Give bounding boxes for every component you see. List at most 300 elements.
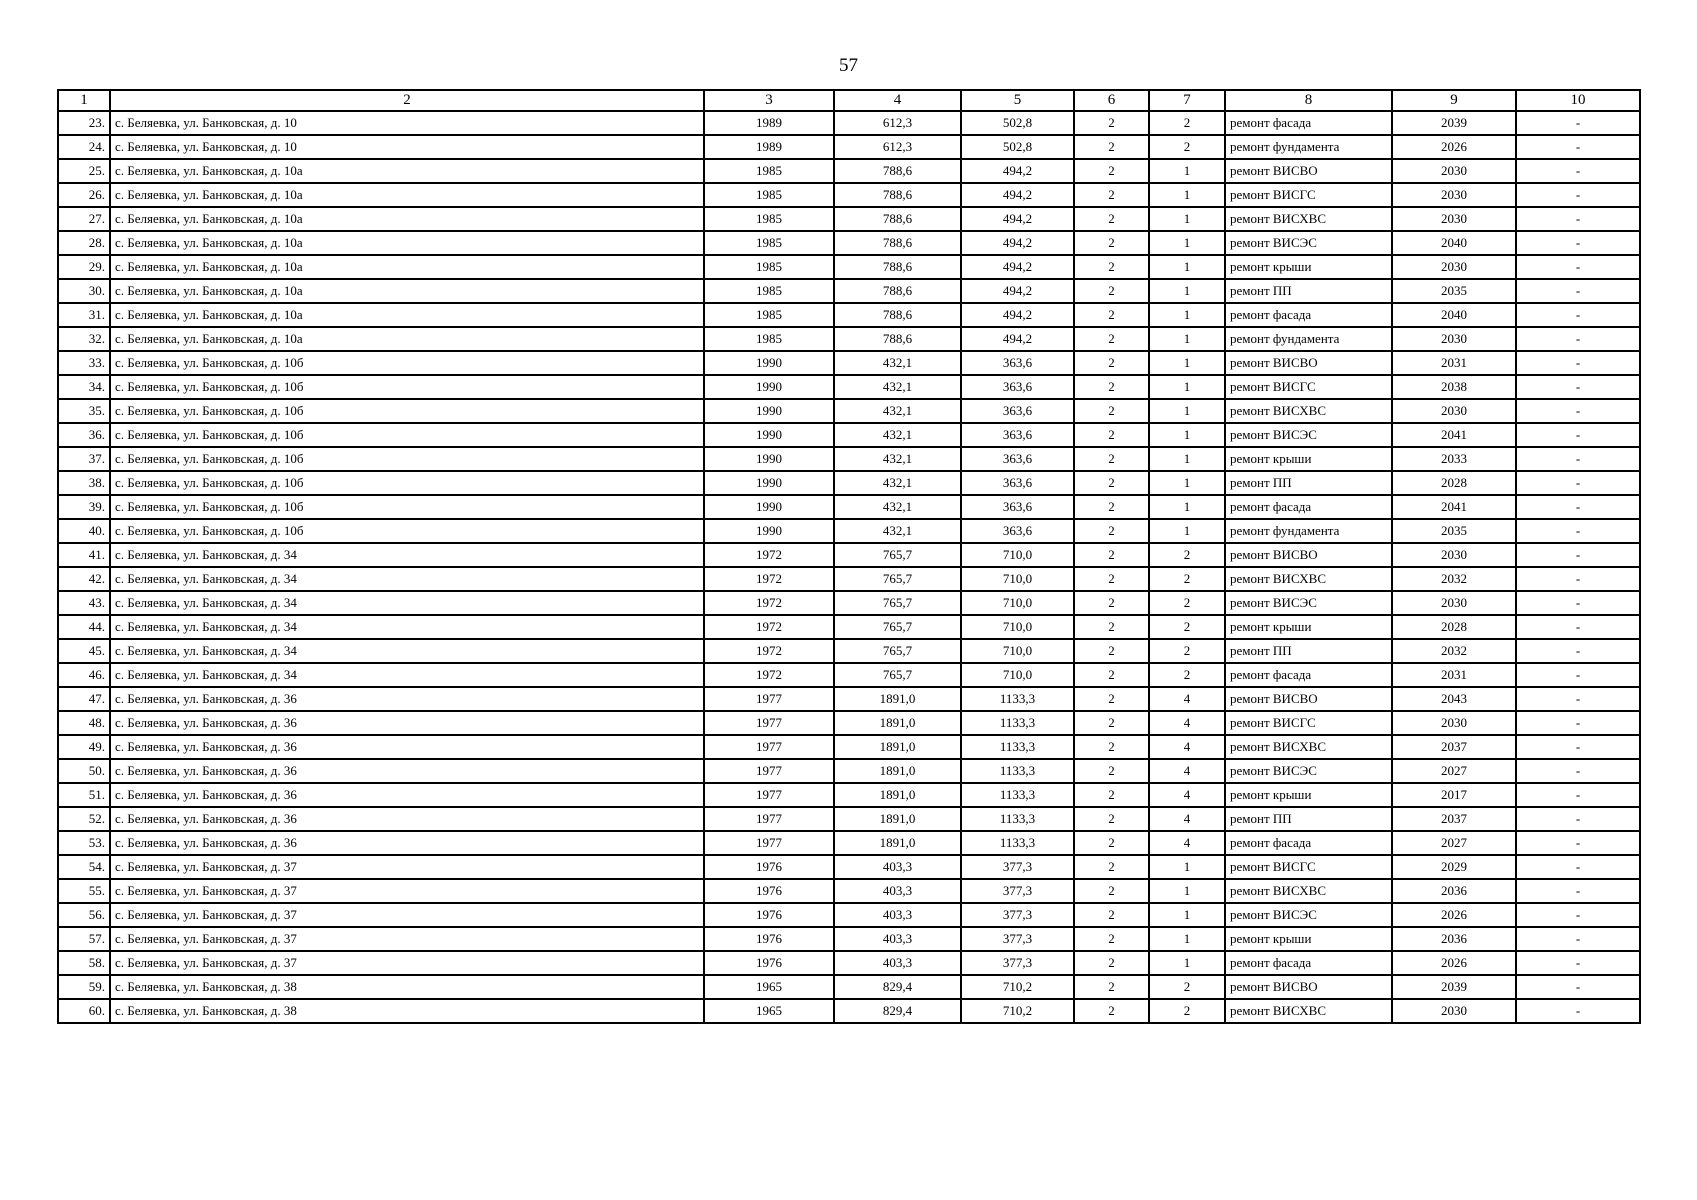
cell-address: с. Беляевка, ул. Банковская, д. 36 xyxy=(110,807,704,831)
header-cell-9: 9 xyxy=(1392,90,1516,111)
cell-planned-year: 2030 xyxy=(1392,543,1516,567)
cell-cost: - xyxy=(1516,135,1640,159)
cell-floors: 2 xyxy=(1074,423,1149,447)
cell-living-area: 710,0 xyxy=(961,567,1074,591)
cell-floors: 2 xyxy=(1074,303,1149,327)
cell-cost: - xyxy=(1516,375,1640,399)
cell-year-built: 1990 xyxy=(704,375,834,399)
table-row xyxy=(58,951,1640,975)
cell-year-built: 1989 xyxy=(704,111,834,135)
cell-row-number: 37. xyxy=(58,447,110,471)
cell-address: с. Беляевка, ул. Банковская, д. 36 xyxy=(110,711,704,735)
cell-row-number: 45. xyxy=(58,639,110,663)
cell-address: с. Беляевка, ул. Банковская, д. 37 xyxy=(110,903,704,927)
cell-entrances: 1 xyxy=(1149,399,1225,423)
cell-work-type: ремонт ВИСЭС xyxy=(1225,231,1392,255)
cell-planned-year: 2029 xyxy=(1392,855,1516,879)
cell-row-number: 52. xyxy=(58,807,110,831)
table-row xyxy=(58,519,1640,543)
cell-row-number: 54. xyxy=(58,855,110,879)
cell-year-built: 1990 xyxy=(704,399,834,423)
cell-work-type: ремонт крыши xyxy=(1225,255,1392,279)
cell-entrances: 1 xyxy=(1149,519,1225,543)
cell-total-area: 788,6 xyxy=(834,207,961,231)
table-row xyxy=(58,591,1640,615)
cell-total-area: 432,1 xyxy=(834,375,961,399)
cell-living-area: 1133,3 xyxy=(961,807,1074,831)
cell-year-built: 1985 xyxy=(704,207,834,231)
cell-row-number: 49. xyxy=(58,735,110,759)
cell-total-area: 1891,0 xyxy=(834,735,961,759)
cell-total-area: 765,7 xyxy=(834,663,961,687)
table-row xyxy=(58,711,1640,735)
cell-row-number: 58. xyxy=(58,951,110,975)
cell-cost: - xyxy=(1516,615,1640,639)
cell-living-area: 1133,3 xyxy=(961,831,1074,855)
cell-planned-year: 2041 xyxy=(1392,495,1516,519)
cell-total-area: 788,6 xyxy=(834,279,961,303)
cell-living-area: 494,2 xyxy=(961,327,1074,351)
cell-floors: 2 xyxy=(1074,399,1149,423)
cell-living-area: 363,6 xyxy=(961,447,1074,471)
cell-cost: - xyxy=(1516,927,1640,951)
cell-year-built: 1990 xyxy=(704,351,834,375)
cell-living-area: 363,6 xyxy=(961,495,1074,519)
cell-year-built: 1990 xyxy=(704,447,834,471)
cell-year-built: 1965 xyxy=(704,999,834,1023)
cell-year-built: 1985 xyxy=(704,279,834,303)
header-cell-1: 1 xyxy=(58,90,110,111)
cell-address: с. Беляевка, ул. Банковская, д. 10б xyxy=(110,447,704,471)
cell-row-number: 47. xyxy=(58,687,110,711)
cell-living-area: 363,6 xyxy=(961,423,1074,447)
table-row xyxy=(58,207,1640,231)
cell-row-number: 55. xyxy=(58,879,110,903)
cell-address: с. Беляевка, ул. Банковская, д. 37 xyxy=(110,879,704,903)
cell-cost: - xyxy=(1516,903,1640,927)
cell-work-type: ремонт фундамента xyxy=(1225,135,1392,159)
cell-total-area: 788,6 xyxy=(834,231,961,255)
cell-planned-year: 2041 xyxy=(1392,423,1516,447)
cell-floors: 2 xyxy=(1074,711,1149,735)
cell-floors: 2 xyxy=(1074,591,1149,615)
cell-work-type: ремонт ВИСГС xyxy=(1225,711,1392,735)
cell-total-area: 829,4 xyxy=(834,975,961,999)
cell-year-built: 1965 xyxy=(704,975,834,999)
cell-total-area: 1891,0 xyxy=(834,759,961,783)
cell-entrances: 4 xyxy=(1149,831,1225,855)
cell-entrances: 2 xyxy=(1149,135,1225,159)
cell-work-type: ремонт ВИСХВС xyxy=(1225,735,1392,759)
cell-planned-year: 2038 xyxy=(1392,375,1516,399)
cell-year-built: 1972 xyxy=(704,639,834,663)
cell-work-type: ремонт фундамента xyxy=(1225,327,1392,351)
cell-cost: - xyxy=(1516,399,1640,423)
cell-row-number: 29. xyxy=(58,255,110,279)
cell-floors: 2 xyxy=(1074,927,1149,951)
cell-work-type: ремонт ПП xyxy=(1225,471,1392,495)
cell-planned-year: 2032 xyxy=(1392,639,1516,663)
table-row xyxy=(58,279,1640,303)
cell-planned-year: 2030 xyxy=(1392,711,1516,735)
cell-planned-year: 2017 xyxy=(1392,783,1516,807)
cell-planned-year: 2030 xyxy=(1392,255,1516,279)
cell-entrances: 2 xyxy=(1149,591,1225,615)
cell-planned-year: 2031 xyxy=(1392,351,1516,375)
cell-cost: - xyxy=(1516,183,1640,207)
cell-entrances: 2 xyxy=(1149,567,1225,591)
cell-floors: 2 xyxy=(1074,807,1149,831)
table-row xyxy=(58,759,1640,783)
cell-row-number: 35. xyxy=(58,399,110,423)
table-row xyxy=(58,255,1640,279)
cell-year-built: 1985 xyxy=(704,327,834,351)
cell-floors: 2 xyxy=(1074,615,1149,639)
cell-living-area: 710,0 xyxy=(961,591,1074,615)
cell-year-built: 1976 xyxy=(704,879,834,903)
cell-cost: - xyxy=(1516,807,1640,831)
cell-floors: 2 xyxy=(1074,183,1149,207)
cell-entrances: 1 xyxy=(1149,903,1225,927)
cell-work-type: ремонт ВИСВО xyxy=(1225,687,1392,711)
cell-cost: - xyxy=(1516,783,1640,807)
cell-entrances: 2 xyxy=(1149,111,1225,135)
cell-year-built: 1972 xyxy=(704,567,834,591)
cell-entrances: 2 xyxy=(1149,663,1225,687)
cell-planned-year: 2037 xyxy=(1392,807,1516,831)
cell-living-area: 377,3 xyxy=(961,927,1074,951)
cell-work-type: ремонт ВИСХВС xyxy=(1225,207,1392,231)
cell-total-area: 432,1 xyxy=(834,399,961,423)
cell-row-number: 48. xyxy=(58,711,110,735)
cell-entrances: 1 xyxy=(1149,159,1225,183)
cell-cost: - xyxy=(1516,759,1640,783)
header-cell-10: 10 xyxy=(1516,90,1640,111)
cell-floors: 2 xyxy=(1074,375,1149,399)
cell-entrances: 2 xyxy=(1149,639,1225,663)
cell-entrances: 1 xyxy=(1149,951,1225,975)
cell-floors: 2 xyxy=(1074,135,1149,159)
cell-entrances: 1 xyxy=(1149,183,1225,207)
cell-planned-year: 2027 xyxy=(1392,831,1516,855)
cell-cost: - xyxy=(1516,831,1640,855)
cell-living-area: 494,2 xyxy=(961,159,1074,183)
table-row xyxy=(58,567,1640,591)
cell-entrances: 4 xyxy=(1149,735,1225,759)
cell-planned-year: 2026 xyxy=(1392,135,1516,159)
cell-planned-year: 2026 xyxy=(1392,951,1516,975)
cell-floors: 2 xyxy=(1074,111,1149,135)
cell-address: с. Беляевка, ул. Банковская, д. 10 xyxy=(110,111,704,135)
cell-address: с. Беляевка, ул. Банковская, д. 34 xyxy=(110,591,704,615)
cell-address: с. Беляевка, ул. Банковская, д. 10а xyxy=(110,279,704,303)
cell-address: с. Беляевка, ул. Банковская, д. 36 xyxy=(110,735,704,759)
cell-work-type: ремонт ПП xyxy=(1225,279,1392,303)
cell-address: с. Беляевка, ул. Банковская, д. 10б xyxy=(110,399,704,423)
cell-year-built: 1976 xyxy=(704,903,834,927)
cell-cost: - xyxy=(1516,495,1640,519)
cell-floors: 2 xyxy=(1074,759,1149,783)
cell-total-area: 765,7 xyxy=(834,639,961,663)
cell-work-type: ремонт фасада xyxy=(1225,951,1392,975)
header-cell-5: 5 xyxy=(961,90,1074,111)
cell-address: с. Беляевка, ул. Банковская, д. 10б xyxy=(110,519,704,543)
table-row xyxy=(58,447,1640,471)
cell-work-type: ремонт ВИСХВС xyxy=(1225,399,1392,423)
cell-year-built: 1977 xyxy=(704,687,834,711)
cell-year-built: 1972 xyxy=(704,615,834,639)
cell-row-number: 28. xyxy=(58,231,110,255)
cell-total-area: 788,6 xyxy=(834,183,961,207)
cell-year-built: 1972 xyxy=(704,591,834,615)
header-cell-3: 3 xyxy=(704,90,834,111)
table-row xyxy=(58,303,1640,327)
cell-row-number: 41. xyxy=(58,543,110,567)
cell-entrances: 2 xyxy=(1149,975,1225,999)
cell-address: с. Беляевка, ул. Банковская, д. 36 xyxy=(110,831,704,855)
cell-address: с. Беляевка, ул. Банковская, д. 10б xyxy=(110,375,704,399)
table-row xyxy=(58,975,1640,999)
cell-floors: 2 xyxy=(1074,231,1149,255)
cell-planned-year: 2032 xyxy=(1392,567,1516,591)
cell-year-built: 1977 xyxy=(704,783,834,807)
cell-work-type: ремонт ПП xyxy=(1225,639,1392,663)
cell-total-area: 612,3 xyxy=(834,111,961,135)
cell-row-number: 57. xyxy=(58,927,110,951)
cell-planned-year: 2028 xyxy=(1392,615,1516,639)
cell-row-number: 36. xyxy=(58,423,110,447)
cell-entrances: 1 xyxy=(1149,279,1225,303)
cell-row-number: 51. xyxy=(58,783,110,807)
cell-planned-year: 2030 xyxy=(1392,183,1516,207)
cell-cost: - xyxy=(1516,207,1640,231)
cell-address: с. Беляевка, ул. Банковская, д. 10а xyxy=(110,159,704,183)
cell-floors: 2 xyxy=(1074,855,1149,879)
table-row xyxy=(58,111,1640,135)
cell-address: с. Беляевка, ул. Банковская, д. 10а xyxy=(110,231,704,255)
cell-entrances: 4 xyxy=(1149,687,1225,711)
cell-living-area: 377,3 xyxy=(961,951,1074,975)
cell-entrances: 1 xyxy=(1149,471,1225,495)
cell-address: с. Беляевка, ул. Банковская, д. 10б xyxy=(110,351,704,375)
cell-floors: 2 xyxy=(1074,279,1149,303)
cell-work-type: ремонт фундамента xyxy=(1225,519,1392,543)
cell-total-area: 765,7 xyxy=(834,591,961,615)
cell-work-type: ремонт ПП xyxy=(1225,807,1392,831)
cell-floors: 2 xyxy=(1074,159,1149,183)
cell-total-area: 788,6 xyxy=(834,255,961,279)
cell-row-number: 60. xyxy=(58,999,110,1023)
cell-address: с. Беляевка, ул. Банковская, д. 38 xyxy=(110,975,704,999)
cell-cost: - xyxy=(1516,519,1640,543)
cell-total-area: 432,1 xyxy=(834,471,961,495)
header-row xyxy=(58,90,1640,111)
table-row xyxy=(58,807,1640,831)
cell-work-type: ремонт ВИСВО xyxy=(1225,543,1392,567)
cell-total-area: 829,4 xyxy=(834,999,961,1023)
cell-floors: 2 xyxy=(1074,783,1149,807)
cell-living-area: 377,3 xyxy=(961,855,1074,879)
cell-floors: 2 xyxy=(1074,471,1149,495)
cell-total-area: 432,1 xyxy=(834,495,961,519)
cell-work-type: ремонт ВИСЭС xyxy=(1225,591,1392,615)
cell-total-area: 403,3 xyxy=(834,855,961,879)
table-row xyxy=(58,783,1640,807)
cell-living-area: 710,2 xyxy=(961,975,1074,999)
cell-floors: 2 xyxy=(1074,543,1149,567)
cell-address: с. Беляевка, ул. Банковская, д. 10а xyxy=(110,183,704,207)
cell-living-area: 710,0 xyxy=(961,663,1074,687)
cell-living-area: 710,0 xyxy=(961,639,1074,663)
cell-cost: - xyxy=(1516,423,1640,447)
cell-living-area: 710,0 xyxy=(961,543,1074,567)
cell-cost: - xyxy=(1516,111,1640,135)
cell-work-type: ремонт крыши xyxy=(1225,615,1392,639)
cell-total-area: 765,7 xyxy=(834,543,961,567)
cell-planned-year: 2026 xyxy=(1392,903,1516,927)
cell-cost: - xyxy=(1516,159,1640,183)
cell-planned-year: 2030 xyxy=(1392,999,1516,1023)
cell-entrances: 1 xyxy=(1149,495,1225,519)
cell-row-number: 53. xyxy=(58,831,110,855)
cell-row-number: 43. xyxy=(58,591,110,615)
table-row xyxy=(58,903,1640,927)
cell-cost: - xyxy=(1516,567,1640,591)
cell-planned-year: 2027 xyxy=(1392,759,1516,783)
cell-cost: - xyxy=(1516,471,1640,495)
header-cell-8: 8 xyxy=(1225,90,1392,111)
cell-address: с. Беляевка, ул. Банковская, д. 34 xyxy=(110,543,704,567)
cell-cost: - xyxy=(1516,231,1640,255)
cell-planned-year: 2035 xyxy=(1392,519,1516,543)
table-row xyxy=(58,927,1640,951)
cell-total-area: 432,1 xyxy=(834,519,961,543)
cell-work-type: ремонт крыши xyxy=(1225,927,1392,951)
cell-total-area: 788,6 xyxy=(834,159,961,183)
cell-cost: - xyxy=(1516,591,1640,615)
table-row xyxy=(58,471,1640,495)
cell-entrances: 1 xyxy=(1149,927,1225,951)
cell-floors: 2 xyxy=(1074,447,1149,471)
cell-total-area: 403,3 xyxy=(834,951,961,975)
cell-row-number: 56. xyxy=(58,903,110,927)
cell-row-number: 33. xyxy=(58,351,110,375)
cell-work-type: ремонт фасада xyxy=(1225,495,1392,519)
cell-work-type: ремонт ВИСЭС xyxy=(1225,423,1392,447)
table-row xyxy=(58,135,1640,159)
cell-cost: - xyxy=(1516,639,1640,663)
table-row xyxy=(58,735,1640,759)
cell-row-number: 25. xyxy=(58,159,110,183)
cell-floors: 2 xyxy=(1074,687,1149,711)
cell-row-number: 26. xyxy=(58,183,110,207)
cell-living-area: 363,6 xyxy=(961,351,1074,375)
cell-floors: 2 xyxy=(1074,567,1149,591)
cell-total-area: 432,1 xyxy=(834,447,961,471)
cell-work-type: ремонт ВИСЭС xyxy=(1225,759,1392,783)
cell-living-area: 1133,3 xyxy=(961,759,1074,783)
cell-work-type: ремонт ВИСГС xyxy=(1225,375,1392,399)
cell-planned-year: 2030 xyxy=(1392,207,1516,231)
cell-address: с. Беляевка, ул. Банковская, д. 36 xyxy=(110,759,704,783)
cell-work-type: ремонт фасада xyxy=(1225,303,1392,327)
cell-work-type: ремонт ВИСХВС xyxy=(1225,879,1392,903)
cell-year-built: 1990 xyxy=(704,471,834,495)
cell-floors: 2 xyxy=(1074,903,1149,927)
cell-floors: 2 xyxy=(1074,999,1149,1023)
cell-cost: - xyxy=(1516,447,1640,471)
cell-work-type: ремонт крыши xyxy=(1225,783,1392,807)
cell-total-area: 432,1 xyxy=(834,351,961,375)
cell-work-type: ремонт ВИСВО xyxy=(1225,351,1392,375)
cell-entrances: 1 xyxy=(1149,303,1225,327)
cell-year-built: 1972 xyxy=(704,543,834,567)
cell-entrances: 4 xyxy=(1149,807,1225,831)
cell-row-number: 24. xyxy=(58,135,110,159)
cell-living-area: 494,2 xyxy=(961,231,1074,255)
cell-planned-year: 2037 xyxy=(1392,735,1516,759)
cell-work-type: ремонт фасада xyxy=(1225,111,1392,135)
cell-cost: - xyxy=(1516,327,1640,351)
cell-living-area: 502,8 xyxy=(961,111,1074,135)
cell-planned-year: 2040 xyxy=(1392,231,1516,255)
cell-row-number: 50. xyxy=(58,759,110,783)
cell-total-area: 403,3 xyxy=(834,879,961,903)
cell-work-type: ремонт ВИСВО xyxy=(1225,975,1392,999)
cell-row-number: 34. xyxy=(58,375,110,399)
cell-row-number: 32. xyxy=(58,327,110,351)
cell-work-type: ремонт крыши xyxy=(1225,447,1392,471)
cell-row-number: 42. xyxy=(58,567,110,591)
cell-cost: - xyxy=(1516,999,1640,1023)
cell-address: с. Беляевка, ул. Банковская, д. 10а xyxy=(110,207,704,231)
cell-address: с. Беляевка, ул. Банковская, д. 10а xyxy=(110,255,704,279)
table-row xyxy=(58,999,1640,1023)
cell-cost: - xyxy=(1516,279,1640,303)
cell-work-type: ремонт ВИСГС xyxy=(1225,855,1392,879)
table-body xyxy=(58,111,1640,1023)
cell-planned-year: 2028 xyxy=(1392,471,1516,495)
cell-total-area: 765,7 xyxy=(834,615,961,639)
cell-living-area: 494,2 xyxy=(961,255,1074,279)
cell-address: с. Беляевка, ул. Банковская, д. 34 xyxy=(110,639,704,663)
page-number: 57 xyxy=(839,55,858,76)
cell-year-built: 1990 xyxy=(704,495,834,519)
cell-living-area: 494,2 xyxy=(961,183,1074,207)
cell-planned-year: 2039 xyxy=(1392,975,1516,999)
table-row xyxy=(58,639,1640,663)
cell-entrances: 4 xyxy=(1149,759,1225,783)
cell-total-area: 612,3 xyxy=(834,135,961,159)
cell-year-built: 1990 xyxy=(704,519,834,543)
cell-year-built: 1977 xyxy=(704,759,834,783)
cell-entrances: 2 xyxy=(1149,543,1225,567)
cell-address: с. Беляевка, ул. Банковская, д. 38 xyxy=(110,999,704,1023)
cell-living-area: 494,2 xyxy=(961,279,1074,303)
cell-floors: 2 xyxy=(1074,639,1149,663)
cell-floors: 2 xyxy=(1074,207,1149,231)
cell-row-number: 46. xyxy=(58,663,110,687)
cell-entrances: 1 xyxy=(1149,351,1225,375)
cell-living-area: 363,6 xyxy=(961,471,1074,495)
cell-address: с. Беляевка, ул. Банковская, д. 10б xyxy=(110,495,704,519)
cell-living-area: 1133,3 xyxy=(961,783,1074,807)
cell-year-built: 1977 xyxy=(704,711,834,735)
cell-planned-year: 2035 xyxy=(1392,279,1516,303)
cell-entrances: 2 xyxy=(1149,999,1225,1023)
cell-planned-year: 2030 xyxy=(1392,327,1516,351)
cell-work-type: ремонт ВИСГС xyxy=(1225,183,1392,207)
